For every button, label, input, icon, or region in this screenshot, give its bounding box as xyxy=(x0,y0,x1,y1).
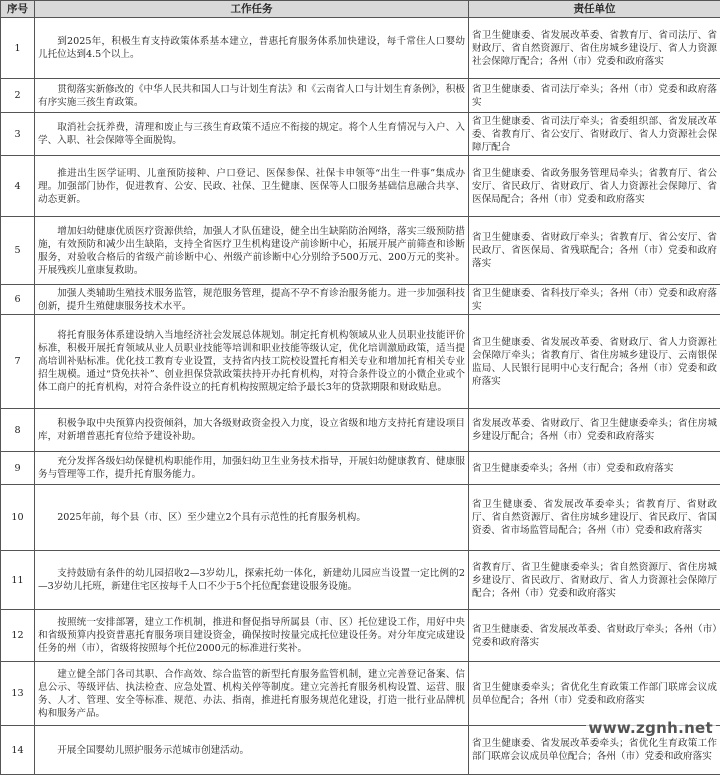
header-unit: 责任单位 xyxy=(469,1,720,18)
header-task: 工作任务 xyxy=(35,1,469,18)
row-unit: 省卫生健康委、省发展改革委、省教育厅、省司法厅、省财政厅、省自然资源厅、省住房城乡建设厅、省人力资源社会保障厅配合；各州（市）党委和政府落实 xyxy=(469,18,720,79)
row-task: 积极争取中央预算内投资倾斜，加大各级财政资金投入力度，设立省级和地方支持托育建设项目库，对新增普惠托育位给予建设补助。 xyxy=(35,409,469,452)
row-task: 充分发挥各级妇幼保健机构职能作用，加强妇幼卫生业务技术指导，开展妇幼健康教育、健康服务与管理等工作，提升托育服务能力。 xyxy=(35,452,469,485)
table-row xyxy=(1,79,720,113)
row-task: 2025年前，每个县（市、区）至少建立2个具有示范性的托育服务机构。 xyxy=(35,485,469,551)
row-number: 7 xyxy=(1,315,35,409)
row-task: 支持鼓励有条件的幼儿园招收2—3岁幼儿，探索托幼一体化，新建幼儿园应当设置一定比例的2—3岁幼儿托班，新建住宅区按每千人口不少于5个托位配套建设服务设施。 xyxy=(35,551,469,610)
row-unit: 省卫生健康委牵头；省优化生育政策工作部门联席会议成员单位配合；各州（市）党委和政府落实 xyxy=(469,662,720,726)
table-row xyxy=(1,452,720,485)
row-number: 4 xyxy=(1,156,35,217)
row-number: 13 xyxy=(1,662,35,726)
row-number: 9 xyxy=(1,452,35,485)
row-unit: 省卫生健康委、省发展改革委牵头；省优化生育政策工作部门联席会议成员单位配合 xyxy=(469,726,720,775)
row-number: 3 xyxy=(1,113,35,156)
table-row xyxy=(1,662,720,726)
header-row xyxy=(1,1,720,18)
row-unit: 省教育厅、省卫生健康委牵头；省自然资源厅、省住房城乡建设厅、省民政厅、省财政厅、省人力资源社会保障厅配合；各州（市）党委和政府落实 xyxy=(469,551,720,610)
row-number: 14 xyxy=(1,726,35,775)
table-row xyxy=(1,113,720,156)
row-task: 到2025年，积极生育支持政策体系基本建立，普惠托育服务体系加快建设，每千常住人口婴幼儿托位达到4.5个以上。 xyxy=(35,18,469,79)
table-row xyxy=(1,485,720,551)
header-no: 序号 xyxy=(1,1,35,18)
row-number: 11 xyxy=(1,551,35,610)
row-unit: 省卫生健康委、省财政厅牵头；省教育厅、省公安厅、省民政厅、省医保局、省残联配合；各州（市）党委和政府落实 xyxy=(469,217,720,285)
row-number: 2 xyxy=(1,79,35,113)
table-row xyxy=(1,409,720,452)
row-task: 按照统一安排部署，建立工作机制，推进和督促指导所属县（市、区）托位建设工作，用好中央和省级预算内投资普惠托育服务项目建设资金，确保按时按量完成托位建设任务。对分年度完成建设任务的州（市），省级将按照每个托位2000元的标准进行奖补。 xyxy=(35,610,469,662)
table-row xyxy=(1,156,720,217)
row-number: 10 xyxy=(1,485,35,551)
row-number: 12 xyxy=(1,610,35,662)
table-row xyxy=(1,551,720,610)
table-row xyxy=(1,610,720,662)
row-task: 开展全国婴幼儿照护服务示范城市创建活动。 xyxy=(35,726,469,775)
row-number: 1 xyxy=(1,18,35,79)
table-row xyxy=(1,217,720,285)
row-number: 6 xyxy=(1,285,35,315)
row-task: 增加妇幼健康优质医疗资源供给，加强人才队伍建设，健全出生缺陷防治网络，落实三级预防措施，有效预防和减少出生缺陷，支持全省医疗卫生机构建设产前诊断中心，拓展开展产前筛查和诊断服务，对验收合格后的省级产前诊断中心、州级产前诊断中心分别给予500万元、200万元的奖补。开展残疾儿童康复救助。 xyxy=(35,217,469,285)
row-unit: 省卫生健康委、省发展改革委牵头；省教育厅、省财政厅、省自然资源厅、省住房城乡建设厅、省民政厅、省国资委、省市场监管局配合；各州（市）党委和政府落实 xyxy=(469,485,720,551)
table-row xyxy=(1,285,720,315)
row-unit: 省卫生健康委、省政务服务管理局牵头；省教育厅、省公安厅、省民政厅、省财政厅、省人力资源社会保障厅、省医保局配合；各州（市）党委和政府落实 xyxy=(469,156,720,217)
row-task: 取消社会抚养费，清理和废止与三孩生育政策不适应不衔接的规定。将个人生育情况与入户、入学、入职、社会保障等全面脱钩。 xyxy=(35,113,469,156)
row-task: 加强人类辅助生殖技术服务监管，规范服务管理，提高不孕不育诊治服务能力。进一步加强科技创新，提升生殖健康服务技术水平。 xyxy=(35,285,469,315)
row-number: 8 xyxy=(1,409,35,452)
row-unit: 省卫生健康委、省发展改革委、省财政厅、省人力资源社会保障厅牵头；省教育厅、省住房城乡建设厅、云南银保监局、人民银行昆明中心支行配合；各州（市）党委和政府落实 xyxy=(469,315,720,409)
row-unit: 省卫生健康委、省科技厅牵头；各州（市）党委和政府落实 xyxy=(469,285,720,315)
row-unit: 省卫生健康委、省司法厅牵头；各州（市）党委和政府落实 xyxy=(469,79,720,113)
row-task: 将托育服务体系建设纳入当地经济社会发展总体规划。制定托育机构领域从业人员职业技能评价标准，积极开展托育领域从业人员职业技能等培训和职业技能等级认定，优化培训激励政策，适当提高培训补贴标准。优化技工教育专业设置，支持省内技工院校设置托育相关专业和增加托育相关专业招生规模。通过“贷免扶补”、创业担保贷款政策扶持开办托育机构，对符合条件设立的小微企业或个体工商户的托育机构，对符合条件设立的托育机构按照规定给予最长3年的贷款期限和财政贴息。 xyxy=(35,315,469,409)
row-task: 推进出生医学证明、儿童预防接种、户口登记、医保参保、社保卡申领等“出生一件事”集成办理。加强部门协作，促进教育、公安、民政、社保、卫生健康、医保等人口服务基础信息融合共享、动态更新。 xyxy=(35,156,469,217)
site-watermark: www.zgnh.net xyxy=(586,719,716,737)
row-unit: 省卫生健康委、省司法厅牵头；省委组织部、省发展改革委、省教育厅、省公安厅、省财政厅、省人力资源社会保障厅配合 xyxy=(469,113,720,156)
table-row xyxy=(1,315,720,409)
table-row xyxy=(1,18,720,79)
row-unit: 省发展改革委、省财政厅、省卫生健康委牵头；省住房城乡建设厅配合；各州（市）党委和政府落实 xyxy=(469,409,720,452)
row-task: 贯彻落实新修改的《中华人民共和国人口与计划生育法》和《云南省人口与计划生育条例》，积极有序实施三孩生育政策。 xyxy=(35,79,469,113)
row-task: 建立健全部门各司其职、合作高效、综合监管的新型托育服务监管机制，建立完善登记备案、信息公示、等级评估、执法检查、应急处置、机构关停等制度。建立完善托育服务机构设置、运营、服务、人才、管理、安全等标准、规范、办法、指南，推进托育服务规范化建设，打造一批行业品牌机构和服务产品。 xyxy=(35,662,469,726)
row-unit: 省卫生健康委牵头；各州（市）党委和政府落实 xyxy=(469,452,720,485)
row-number: 5 xyxy=(1,217,35,285)
row-unit: 省卫生健康委、省发展改革委、省财政厅牵头；各州（市）党委和政府落实 xyxy=(469,610,720,662)
